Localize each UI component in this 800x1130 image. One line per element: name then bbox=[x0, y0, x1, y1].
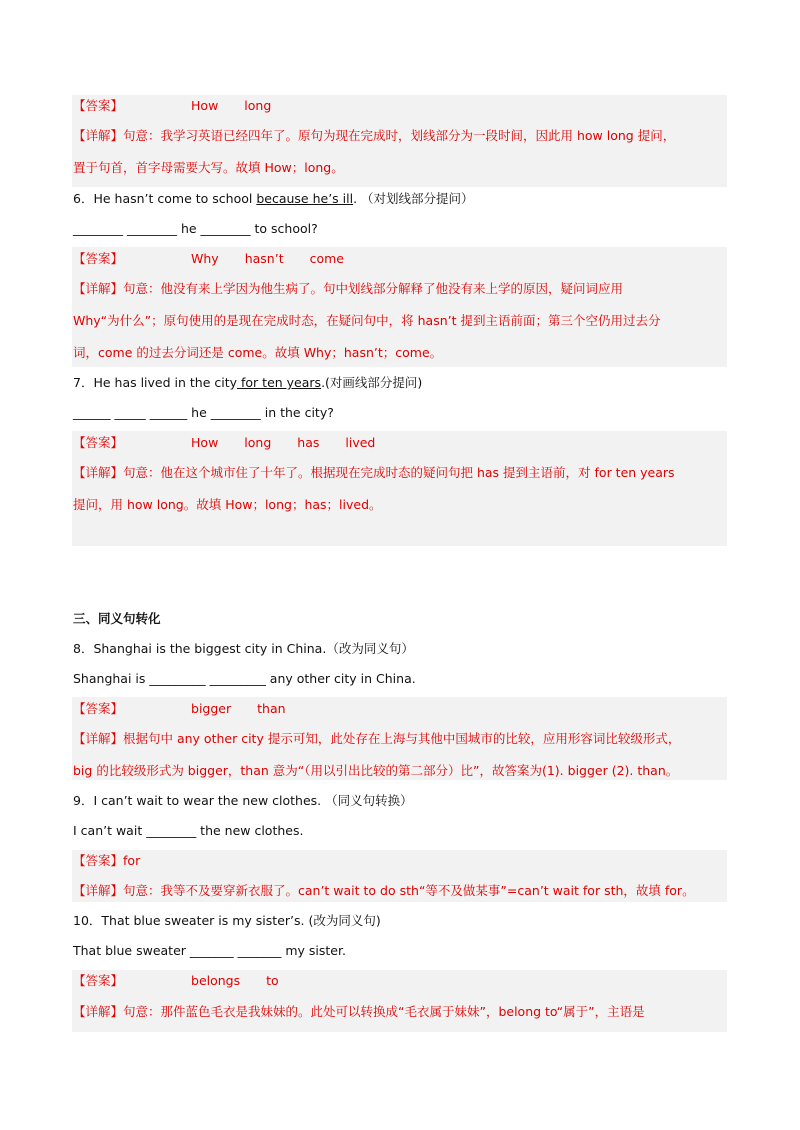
answer-word: long bbox=[244, 435, 272, 450]
question-q8 bbox=[73, 640, 414, 658]
question-q10 bbox=[73, 912, 381, 930]
answer-word: belongs bbox=[191, 973, 241, 988]
question-q7 bbox=[73, 374, 422, 392]
answer-word: How bbox=[191, 435, 219, 450]
question-text: That blue sweater is my sister’s. (改为同义句) bbox=[101, 913, 381, 928]
answer-label: 【答案】 bbox=[73, 251, 124, 266]
detail-q6-line2: Why“为什么”；原句使用的是现在完成时态，在疑问句中，将 hasn’t 提到主语前面；第三个空仍用过去分 bbox=[73, 313, 661, 328]
question-number: 9． bbox=[73, 793, 94, 808]
answer-q7 bbox=[73, 434, 375, 452]
answer-q6 bbox=[73, 250, 344, 268]
answer-word: has bbox=[297, 435, 320, 450]
section-heading: 三、同义句转化 bbox=[73, 611, 161, 626]
answer-word: long bbox=[244, 98, 272, 113]
question-instruction: .(对画线部分提问) bbox=[321, 375, 423, 390]
question-text: I can’t wait to wear the new clothes. （同义句转换） bbox=[93, 793, 413, 808]
blank-line-q6: ________ ________ he ________ to school? bbox=[73, 221, 318, 236]
detail-q6-line3: 词，come 的过去分词还是 come。故填 Why；hasn’t；come。 bbox=[73, 345, 443, 360]
blank-line-q8: Shanghai is _________ _________ any other city in China. bbox=[73, 671, 416, 686]
detail-q5-line1: 【详解】句意：我学习英语已经四年了。原句为现在完成时，划线部分为一段时间，因此用 how long 提问， bbox=[73, 128, 676, 143]
blank-line-q10: That blue sweater _______ _______ my sister. bbox=[73, 943, 346, 958]
answer-q9 bbox=[73, 852, 140, 870]
question-text: He has lived in the city bbox=[93, 375, 238, 390]
question-number: 8． bbox=[73, 641, 94, 656]
answer-word: come bbox=[309, 251, 344, 266]
answer-label: 【答案】 bbox=[73, 853, 124, 868]
answer-word: bigger bbox=[191, 701, 232, 716]
detail-q5-line2: 置于句首，首字母需要大写。故填 How；long。 bbox=[73, 160, 344, 175]
underlined-phrase: for ten years bbox=[237, 375, 322, 390]
answer-label: 【答案】 bbox=[73, 435, 124, 450]
blank-line-q9: I can’t wait ________ the new clothes. bbox=[73, 823, 304, 838]
detail-q10-line1: 【详解】句意：那件蓝色毛衣是我妹妹的。此处可以转换成“毛衣属于妹妹”，belong to“属于”，主语是 bbox=[73, 1004, 645, 1019]
answer-word: How bbox=[191, 98, 219, 113]
detail-q7-line2: 提问，用 how long。故填 How；long；has；lived。 bbox=[73, 497, 382, 512]
question-q9 bbox=[73, 792, 413, 810]
question-text: Shanghai is the biggest city in China.（改为同义句） bbox=[93, 641, 414, 656]
detail-q6-line1: 【详解】句意：他没有来上学因为他生病了。句中划线部分解释了他没有来上学的原因，疑问词应用 bbox=[73, 281, 624, 296]
blank-line-q7: ______ _____ ______ he ________ in the city? bbox=[73, 405, 334, 420]
question-instruction: . （对划线部分提问） bbox=[353, 191, 474, 206]
detail-q7-line1: 【详解】句意：他在这个城市住了十年了。根据现在完成时态的疑问句把 has 提到主语前，对 for ten years bbox=[73, 465, 675, 480]
question-number: 10． bbox=[73, 913, 102, 928]
detail-q9-line1: 【详解】句意：我等不及要穿新衣服了。can’t wait to do sth“等不及做某事”=can’t wait for sth，故填 for。 bbox=[73, 883, 695, 898]
answer-q10 bbox=[73, 972, 279, 990]
underlined-phrase: because he’s ill bbox=[256, 191, 354, 206]
question-text: He hasn’t come to school bbox=[93, 191, 257, 206]
question-q6 bbox=[73, 190, 474, 208]
question-number: 6． bbox=[73, 191, 94, 206]
answer-word: for bbox=[123, 853, 141, 868]
answer-word: Why bbox=[191, 251, 219, 266]
answer-word: hasn’t bbox=[244, 251, 284, 266]
detail-q8-line1: 【详解】根据句中 any other city 提示可知，此处存在上海与其他中国城市的比较，应用形容词比较级形式， bbox=[73, 731, 681, 746]
answer-word: to bbox=[266, 973, 279, 988]
answer-label: 【答案】 bbox=[73, 98, 124, 113]
detail-q8-line2: big 的比较级形式为 bigger，than 意为“（用以引出比较的第二部分）比”，故答案为(1). bigger (2). than。 bbox=[73, 763, 679, 778]
answer-label: 【答案】 bbox=[73, 701, 124, 716]
answer-q5 bbox=[73, 97, 271, 115]
answer-word: than bbox=[257, 701, 286, 716]
question-number: 7． bbox=[73, 375, 94, 390]
answer-word: lived bbox=[345, 435, 376, 450]
answer-q8 bbox=[73, 700, 286, 718]
answer-label: 【答案】 bbox=[73, 973, 124, 988]
